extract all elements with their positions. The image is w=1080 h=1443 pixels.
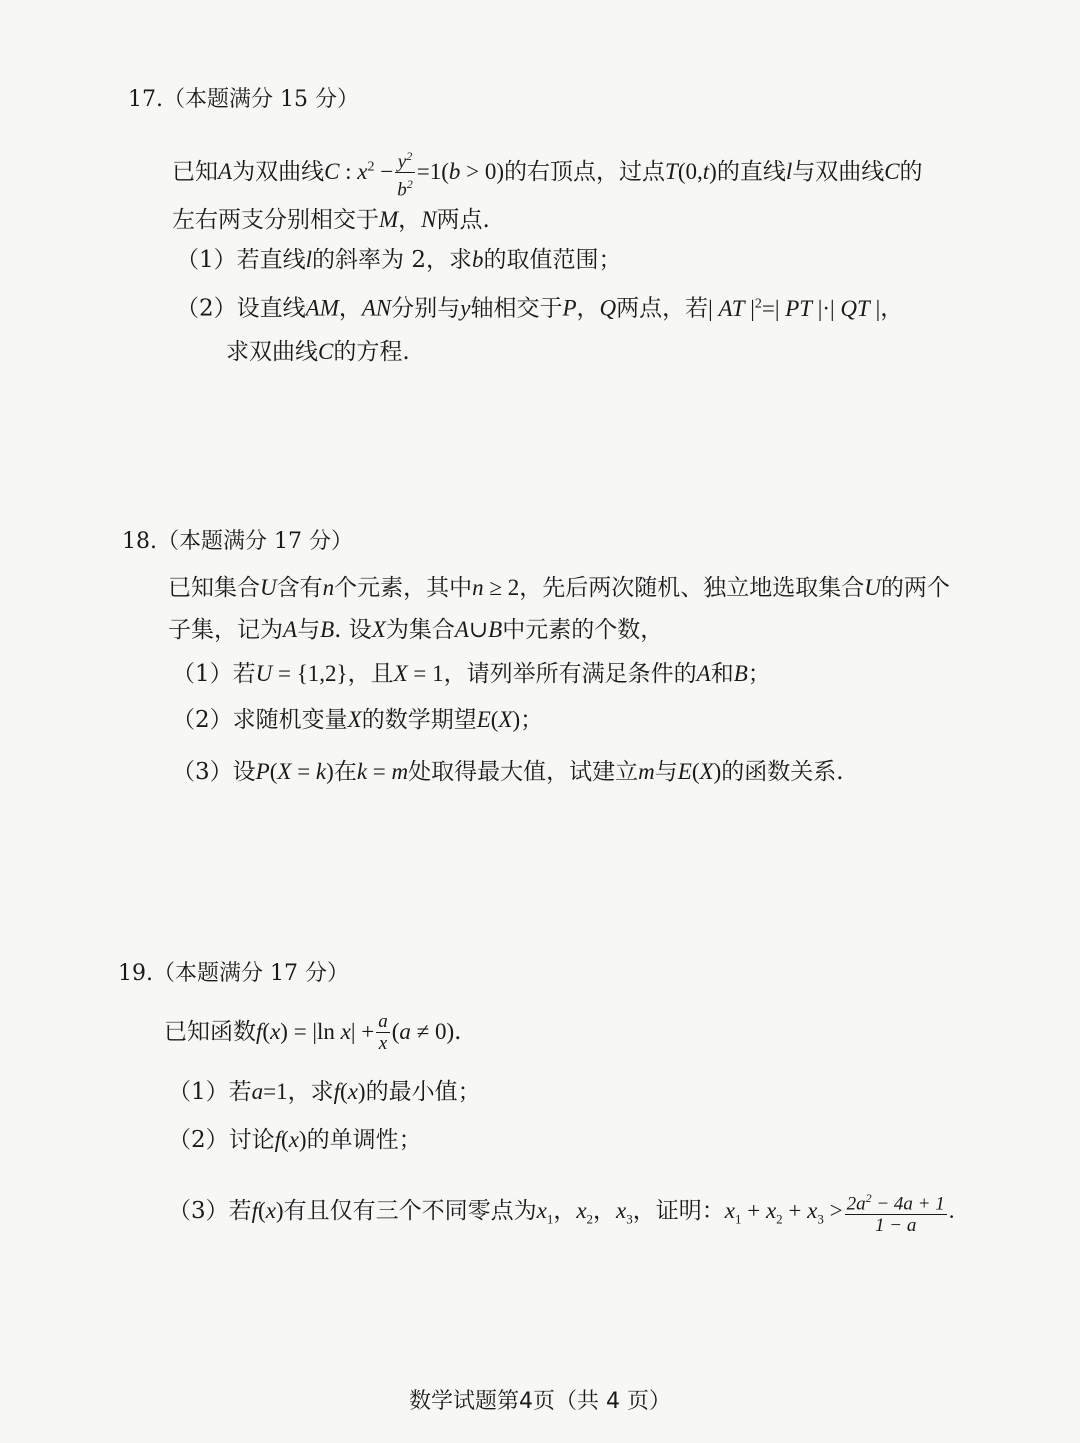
function-definition: f(x) = |ln x| + $\frac{a}{x}$ (a ≠ 0)	[256, 1011, 455, 1054]
q17-header: 17.（本题满分 15 分）	[128, 87, 359, 112]
q19-part1: （1）若a=1，求f(x)的最小值；	[168, 1079, 481, 1105]
q19-part3: （3）若f(x)有且仅有三个不同零点为$x_1$，$x_2$，$x_3$，证明：$x_1 + x_2 + x_3$ > $\frac{2a^2 - 4a + 1}{1 - a}$ .	[168, 1188, 955, 1237]
page-footer: 数学试题第4页（共 4 页）	[409, 1389, 671, 1414]
q18-stem-line1: 已知集合U含有n个元素，其中n ≥ 2，先后两次随机、独立地选取集合U的两个	[168, 575, 950, 601]
q17-stem-line2: 左右两支分别相交于M，N两点.	[172, 207, 490, 233]
q17-part2-line2: 求双曲线C的方程.	[226, 339, 410, 365]
q17-part1: （1）若直线l的斜率为 2，求b的取值范围；	[176, 247, 622, 273]
q19-header: 19.（本题满分 17 分）	[118, 961, 349, 986]
q18-stem-line2: 子集，记为A与B. 设X为集合A∪B中元素的个数，	[168, 617, 664, 643]
q18-part1: （1）若U = {1,2}，且X = 1，请列举所有满足条件的A和B；	[172, 661, 771, 687]
hyperbola-formula: C : $x^2$ − $\frac{y^2}{b^2}$ =1(b > 0)	[324, 159, 504, 184]
q18-part2: （2）求随机变量X的数学期望E(X)；	[172, 707, 544, 733]
q18-header: 18.（本题满分 17 分）	[122, 529, 353, 554]
q18-part3: （3）设P(X = k)在k = m处取得最大值，试建立m与E(X)的函数关系.	[172, 759, 844, 785]
q19-stem: 已知函数f(x) = |ln x| + $\frac{a}{x}$ (a ≠ 0).	[164, 1011, 462, 1054]
q19-inequality: $x_1 + x_2 + x_3$ > $\frac{2a^2 - 4a + 1}{1 - a}$ .	[725, 1198, 955, 1223]
q19-part2: （2）讨论f(x)的单调性；	[168, 1127, 422, 1153]
q17-part2: （2）设直线AM，AN分别与y轴相交于P，Q两点，若| AT $|^2=|$ PT |·| QT |，	[176, 295, 904, 322]
q17-condition: | AT $|^2=|$ PT |·| QT |	[708, 295, 881, 321]
q17-stem-line1: 已知A为双曲线C : $x^2$ − $\frac{y^2}{b^2}$ =1(b > 0)的右顶点，过点T(0,t)的直线l与双曲线C的	[172, 146, 923, 202]
